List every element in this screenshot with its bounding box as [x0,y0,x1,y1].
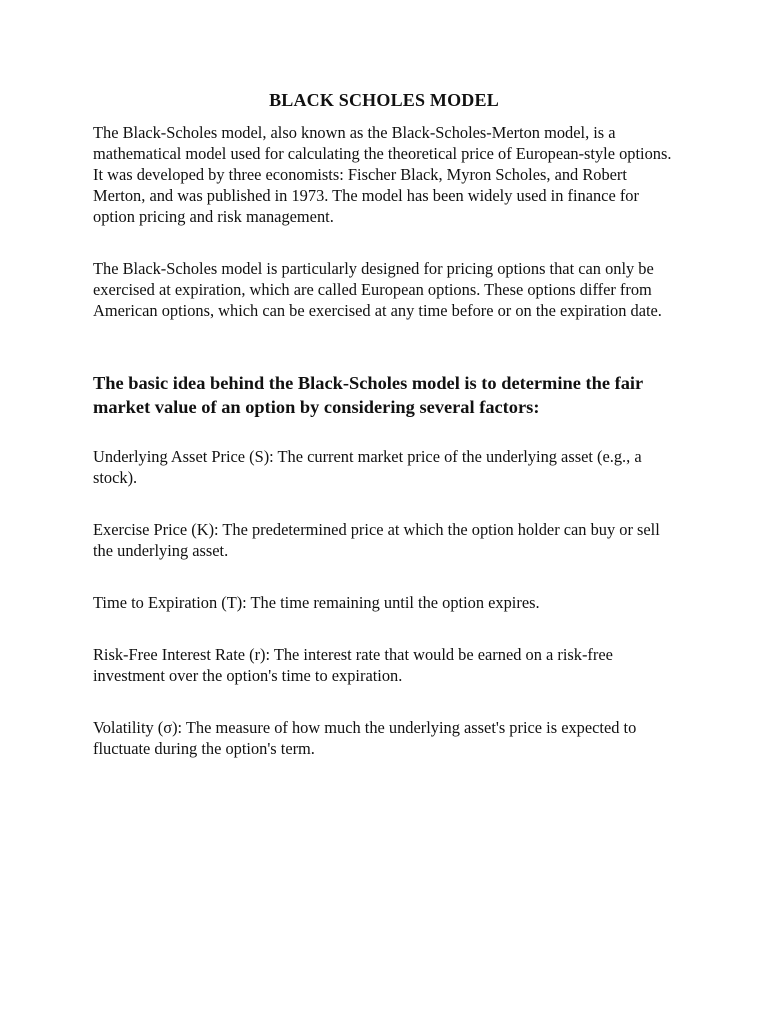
european-options-paragraph: The Black-Scholes model is particularly designed for pricing options that can only be exercised at expiration, which are called European options. These options differ from American options, which can be exercised at any time before or on the expiration date. [93,259,662,320]
section-heading: The basic idea behind the Black-Scholes model is to determine the fair market value of an option by considering several factors: [93,373,643,417]
intro-paragraph: The Black-Scholes model, also known as the Black-Scholes-Merton model, is a mathematical model used for calculating the theoretical price of European-style options. It was developed by three economists: Fischer Black, Myron Scholes, and Robert Merton, and was published in 1973. The model has been widely used in finance for option pricing and risk management. [93,123,672,226]
factor-time-to-expiration: Time to Expiration (T): The time remaining until the option expires. [93,593,540,612]
factor-exercise-price: Exercise Price (K): The predetermined price at which the option holder can buy or sell the underlying asset. [93,520,660,560]
factor-underlying-asset-price: Underlying Asset Price (S): The current market price of the underlying asset (e.g., a stock). [93,447,642,487]
factor-risk-free-rate: Risk-Free Interest Rate (r): The interest rate that would be earned on a risk-free investment over the option's time to expiration. [93,645,613,685]
document-title: BLACK SCHOLES MODEL [269,90,499,110]
factor-volatility: Volatility (σ): The measure of how much the underlying asset's price is expected to fluctuate during the option's term. [93,718,637,758]
